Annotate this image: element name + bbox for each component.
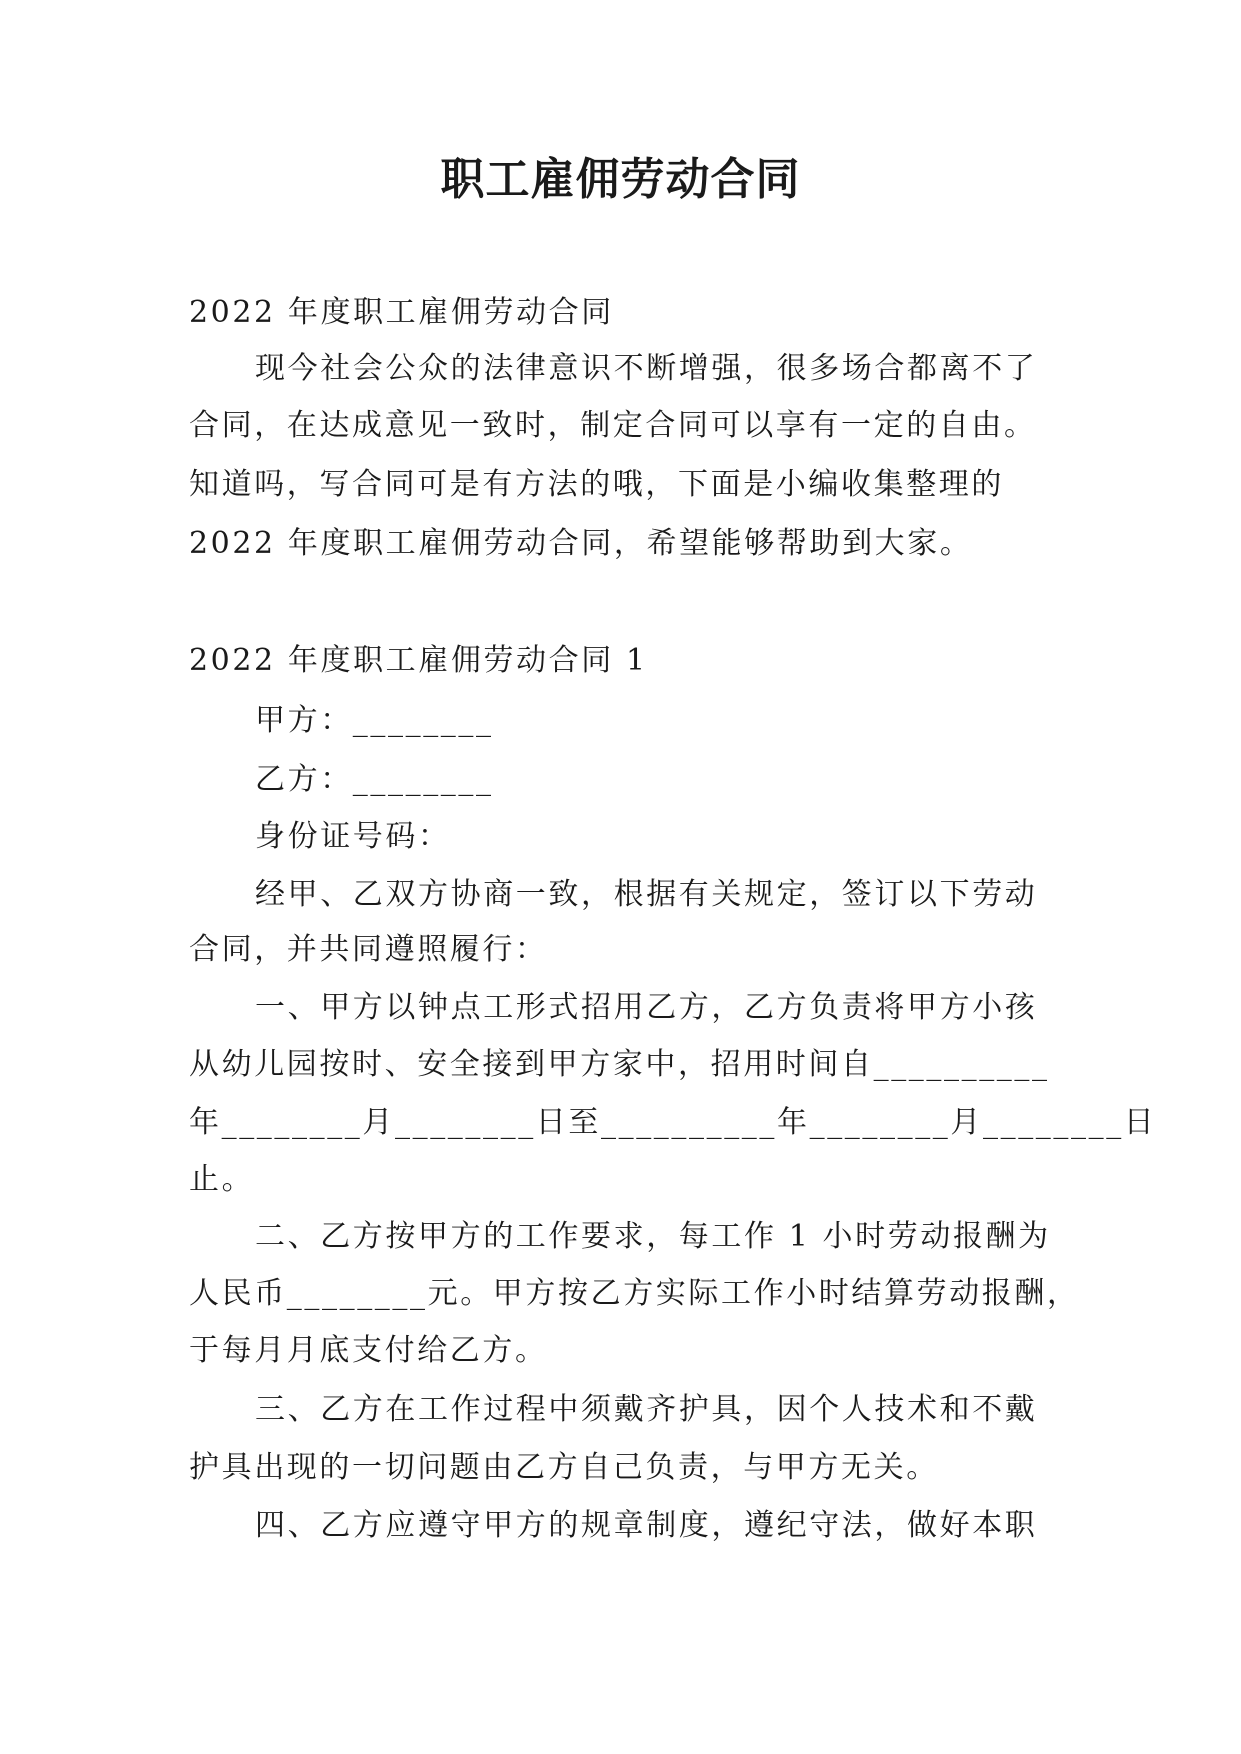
id-number-field: 身份证号码： xyxy=(255,819,451,854)
clause-1-line: 年________月________日至__________年________月________日 xyxy=(189,1105,1157,1140)
clause-2-line: 于每月月底支付给乙方。 xyxy=(189,1333,548,1368)
clause-1-line: 从幼儿园按时、安全接到甲方家中，招用时间自__________ xyxy=(189,1047,1050,1082)
intro-line: 合同，在达成意见一致时，制定合同可以享有一定的自由。 xyxy=(189,408,1037,443)
clause-4-line: 四、乙方应遵守甲方的规章制度，遵纪守法，做好本职 xyxy=(255,1508,1038,1543)
intro-line: 2022 年度职工雇佣劳动合同，希望能够帮助到大家。 xyxy=(189,526,973,561)
intro-line: 现今社会公众的法律意识不断增强，很多场合都离不了 xyxy=(255,351,1038,386)
clause-2-line: 人民币________元。甲方按乙方实际工作小时结算劳动报酬， xyxy=(189,1276,1080,1311)
clause-3-line: 护具出现的一切问题由乙方自己负责，与甲方无关。 xyxy=(189,1450,939,1485)
clause-1-line: 止。 xyxy=(189,1162,255,1197)
party-a-field: 甲方：________ xyxy=(255,703,494,738)
clause-1-line: 一、甲方以钟点工形式招用乙方，乙方负责将甲方小孩 xyxy=(255,990,1038,1025)
clause-2-line: 二、乙方按甲方的工作要求，每工作 1 小时劳动报酬为 xyxy=(255,1219,1051,1254)
document-heading: 2022 年度职工雇佣劳动合同 xyxy=(189,295,614,330)
clause-3-line: 三、乙方在工作过程中须戴齐护具，因个人技术和不戴 xyxy=(255,1392,1038,1427)
preamble-line: 经甲、乙双方协商一致，根据有关规定，签订以下劳动 xyxy=(255,877,1038,912)
preamble-line: 合同，并共同遵照履行： xyxy=(189,932,548,967)
intro-line: 知道吗，写合同可是有方法的哦，下面是小编收集整理的 xyxy=(189,467,1004,502)
party-b-field: 乙方：________ xyxy=(255,762,494,797)
section-heading: 2022 年度职工雇佣劳动合同 1 xyxy=(189,643,648,678)
document-title: 职工雇佣劳动合同 xyxy=(440,154,801,205)
